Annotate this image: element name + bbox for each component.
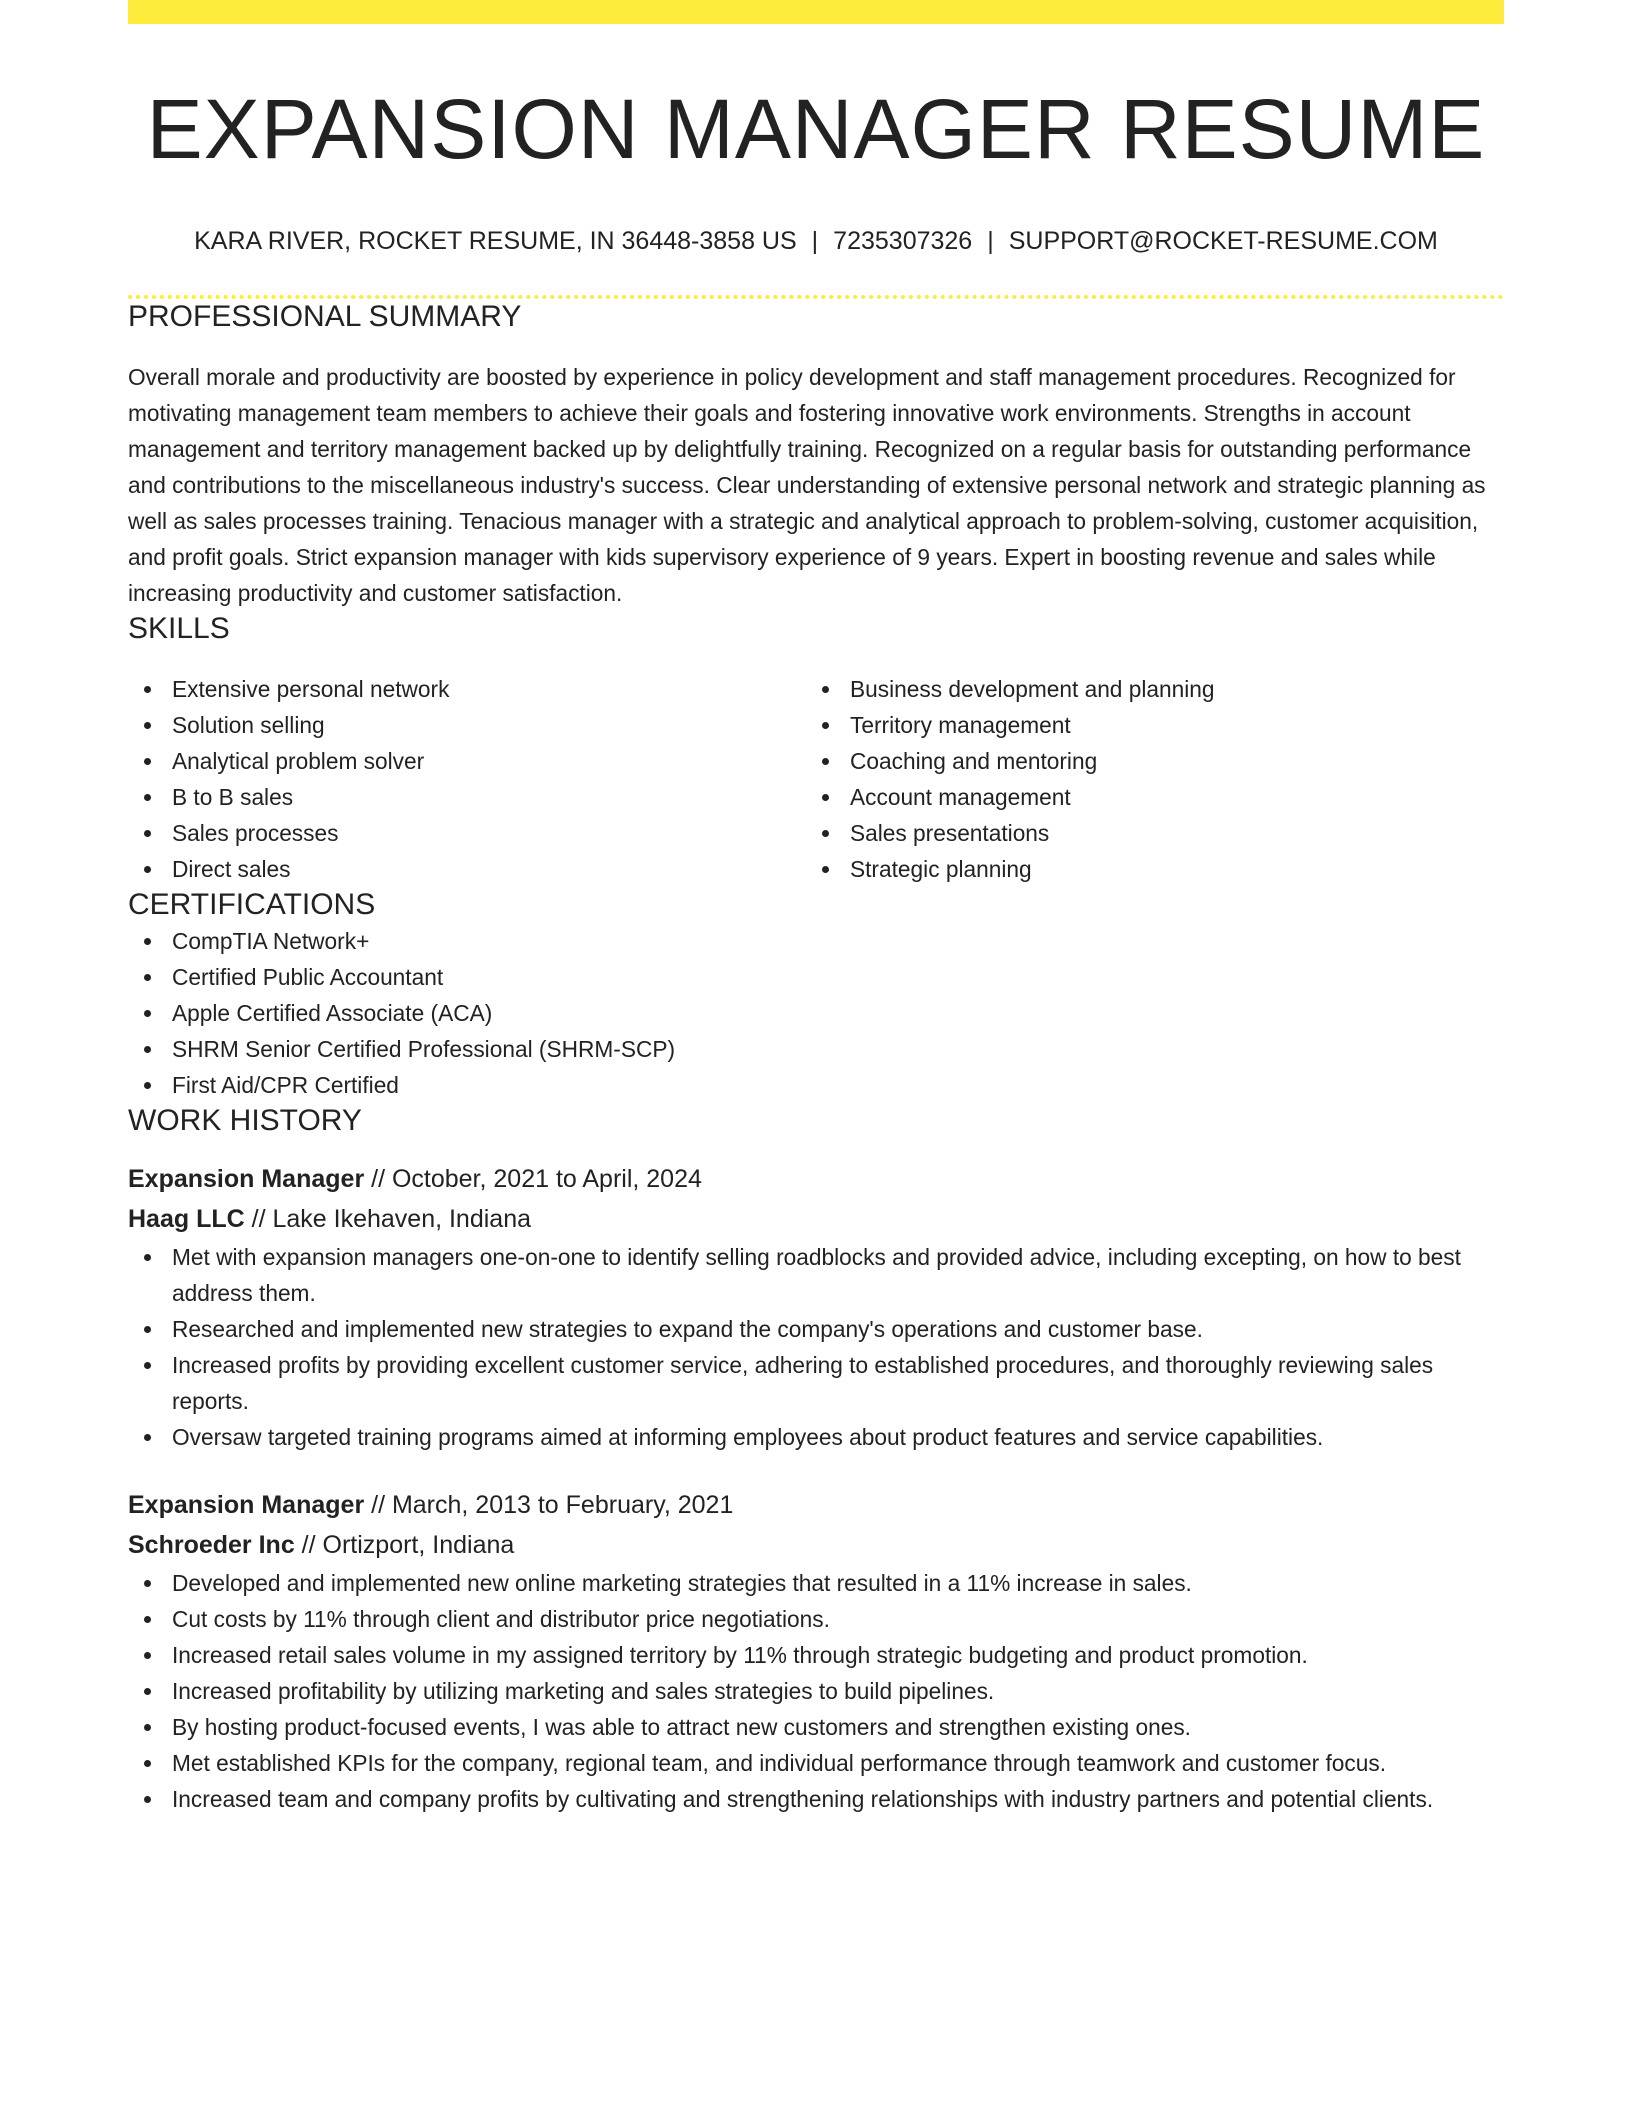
- skill-item: Strategic planning: [850, 851, 1484, 887]
- job-dates: // March, 2013 to February, 2021: [364, 1491, 734, 1520]
- job-bullet: Oversaw targeted training programs aimed at informing employees about product features and service capabilities.: [172, 1419, 1504, 1455]
- skills-column-left: [128, 671, 806, 887]
- job-bullet: Cut costs by 11% through client and distributor price negotiations.: [172, 1601, 1504, 1637]
- contact-line: [128, 226, 1504, 256]
- contact-phone: 7235307326: [833, 227, 973, 256]
- job-title-line: [128, 1485, 1504, 1525]
- skills-list-left: [128, 671, 806, 887]
- skill-item: Account management: [850, 779, 1484, 815]
- job-company-line: [128, 1199, 1504, 1239]
- job-bullet: Increased profits by providing excellent customer service, adhering to established procedures, and thoroughly reviewing sales reports.: [172, 1347, 1504, 1419]
- skill-item: Analytical problem solver: [172, 743, 806, 779]
- job-title-line: [128, 1159, 1504, 1199]
- contact-separator: |: [811, 227, 819, 256]
- job-dates: // October, 2021 to April, 2024: [364, 1165, 702, 1194]
- skill-item: Sales processes: [172, 815, 806, 851]
- resume-title: EXPANSION MANAGER RESUME: [146, 82, 1486, 176]
- job-bullets: [128, 1239, 1504, 1455]
- resume-page: [128, 0, 1504, 1817]
- skills-columns: [128, 671, 1504, 887]
- skills-list-right: [806, 671, 1484, 887]
- job-bullet: Met with expansion managers one-on-one to identify selling roadblocks and provided advice, including excepting, on how to best address them.: [172, 1239, 1504, 1311]
- certification-item: Apple Certified Associate (ACA): [172, 995, 1504, 1031]
- certifications-list: [128, 923, 1504, 1103]
- job-bullet: Increased retail sales volume in my assigned territory by 11% through strategic budgeting and product promotion.: [172, 1637, 1504, 1673]
- skill-item: Territory management: [850, 707, 1484, 743]
- contact-separator: |: [987, 227, 994, 256]
- job-company: Haag LLC: [128, 1205, 245, 1234]
- skill-item: Coaching and mentoring: [850, 743, 1484, 779]
- certifications-heading: CERTIFICATIONS: [128, 888, 376, 922]
- skill-item: Solution selling: [172, 707, 806, 743]
- job-bullets: [128, 1565, 1504, 1817]
- summary-heading: PROFESSIONAL SUMMARY: [128, 300, 522, 334]
- job-bullet: Increased team and company profits by cultivating and strengthening relationships with industry partners and potential clients.: [172, 1781, 1504, 1817]
- job-bullet: Developed and implemented new online marketing strategies that resulted in a 11% increase in sales.: [172, 1565, 1504, 1601]
- summary-text: Overall morale and productivity are boosted by experience in policy development and staff management procedures. Recognized for motivating management team members to achieve their goals and fostering innovative work environments. Strengths in account management and territory management backed up by delightfully training. Recognized on a regular basis for outstanding performance and contributions to the miscellaneous industry's success. Clear understanding of extensive personal network and strategic planning as well as sales processes training. Tenacious manager with a strategic and analytical approach to problem-solving, customer acquisition, and profit goals. Strict expansion manager with kids supervisory experience of 9 years. Expert in boosting revenue and sales while increasing productivity and customer satisfaction.: [128, 364, 1486, 607]
- certification-item: SHRM Senior Certified Professional (SHRM-SCP): [172, 1031, 1504, 1067]
- skills-heading: SKILLS: [128, 612, 230, 646]
- contact-address: KARA RIVER, ROCKET RESUME, IN 36448-3858 US: [194, 227, 797, 256]
- skill-item: Business development and planning: [850, 671, 1484, 707]
- accent-top-bar: [128, 0, 1504, 24]
- work-history-heading: WORK HISTORY: [128, 1104, 362, 1138]
- skill-item: B to B sales: [172, 779, 806, 815]
- certification-item: First Aid/CPR Certified: [172, 1067, 1504, 1103]
- skills-column-right: [806, 671, 1484, 887]
- job-bullet: Increased profitability by utilizing marketing and sales strategies to build pipelines.: [172, 1673, 1504, 1709]
- job-bullet: Researched and implemented new strategies to expand the company's operations and customer base.: [172, 1311, 1504, 1347]
- contact-email: SUPPORT@ROCKET-RESUME.COM: [1008, 227, 1438, 256]
- job-role: Expansion Manager: [128, 1491, 365, 1520]
- certification-item: CompTIA Network+: [172, 923, 1504, 959]
- skill-item: Sales presentations: [850, 815, 1484, 851]
- job-entry: [128, 1159, 1504, 1455]
- job-location: // Lake Ikehaven, Indiana: [244, 1205, 532, 1234]
- certification-item: Certified Public Accountant: [172, 959, 1504, 995]
- job-location: // Ortizport, Indiana: [294, 1531, 515, 1560]
- job-company-line: [128, 1525, 1504, 1565]
- job-bullet: Met established KPIs for the company, regional team, and individual performance through teamwork and customer focus.: [172, 1745, 1504, 1781]
- job-role: Expansion Manager: [128, 1165, 365, 1194]
- job-bullet: By hosting product-focused events, I was able to attract new customers and strengthen existing ones.: [172, 1709, 1504, 1745]
- job-entry: [128, 1485, 1504, 1817]
- skill-item: Extensive personal network: [172, 671, 806, 707]
- job-company: Schroeder Inc: [128, 1531, 295, 1560]
- skill-item: Direct sales: [172, 851, 806, 887]
